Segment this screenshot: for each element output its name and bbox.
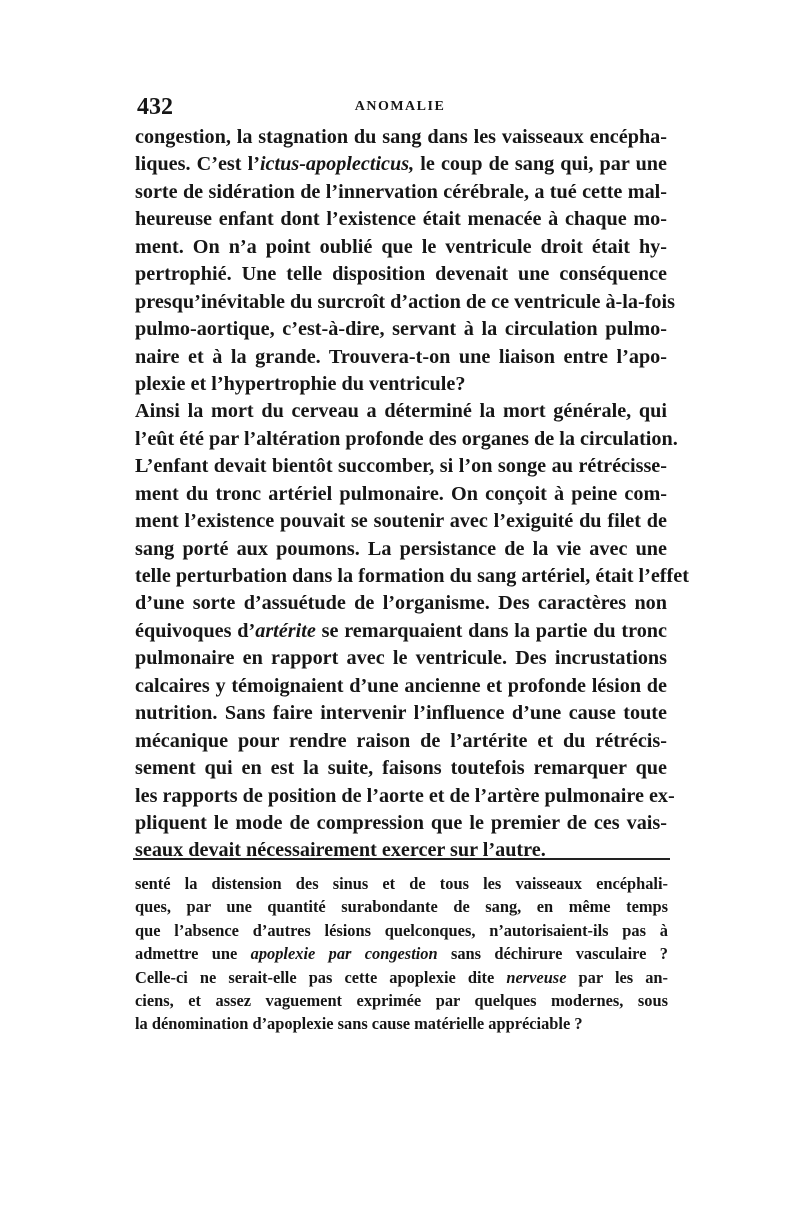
text-line (135, 289, 675, 316)
text-run: liques. C’est l’ (135, 153, 260, 176)
text-line (135, 234, 667, 261)
footnote-line (135, 1012, 668, 1035)
text-run: sorte de sidération de l’innervation cérébrale, a tué cette mal- (135, 180, 667, 203)
text-line (135, 810, 667, 837)
text-run: sans déchirure vasculaire ? (437, 944, 668, 964)
text-line (135, 536, 667, 563)
text-run: que l’absence d’autres lésions quelconques, n’autorisaient-ils pas à (135, 920, 668, 940)
text-run: congestion, la stagnation du sang dans les vaisseaux encépha- (135, 126, 667, 148)
text-run: heureuse enfant dont l’existence était menacée à chaque mo- (135, 208, 667, 231)
text-line (135, 481, 667, 508)
text-run: admettre une (135, 944, 251, 964)
text-run: par les an- (566, 967, 669, 987)
text-line (135, 151, 667, 178)
text-line (135, 453, 667, 480)
footnote-block (135, 872, 668, 1036)
text-line (135, 398, 667, 425)
text-run: presqu’inévitable du surcroît d’action de ce ventricule à-la-fois (135, 290, 675, 313)
text-run: ciens, et assez vaguement exprimée par quelques modernes, sous (135, 990, 668, 1010)
main-text-block (135, 124, 689, 865)
text-line (135, 645, 667, 672)
text-run: mécanique pour rendre raison de l’artérite et du rétrécis- (135, 729, 667, 752)
text-line (135, 837, 667, 864)
text-line (135, 124, 667, 151)
text-line (135, 508, 667, 535)
text-run: sang porté aux poumons. La persistance de la vie avec une (135, 537, 667, 560)
text-line (135, 700, 667, 727)
text-run: plexie et l’hypertrophie du ventricule? (135, 372, 466, 395)
running-head: ANOMALIE (354, 99, 446, 114)
text-line (135, 426, 678, 453)
text-line (135, 179, 667, 206)
footnote-line (135, 895, 668, 918)
text-run: seaux devait nécessairement exercer sur l’autre. (135, 839, 546, 862)
text-line (135, 563, 689, 590)
text-run: pulmo-aortique, c’est-à-dire, servant à la circulation pulmo- (135, 318, 667, 341)
text-run: ques, par une quantité surabondante de sang, en même temps (135, 897, 668, 917)
text-run: pertrophié. Une telle disposition devenait une conséquence (135, 263, 667, 286)
text-run: telle perturbation dans la formation du sang artériel, était l’effet (135, 565, 689, 587)
footnote-rule (133, 858, 670, 860)
text-line (135, 371, 667, 398)
text-line (135, 618, 667, 645)
text-line (135, 728, 667, 755)
text-run: ment du tronc artériel pulmonaire. On conçoit à peine com- (135, 482, 667, 505)
text-run: ment l’existence pouvait se soutenir avec l’exiguité du filet de (135, 510, 667, 533)
text-run: calcaires y témoignaient d’une ancienne et profonde lésion de (135, 674, 667, 697)
text-run: nutrition. Sans faire intervenir l’influence d’une cause toute (135, 702, 667, 725)
text-run: naire et à la grande. Trouvera-t-on une liaison entre l’apo- (135, 345, 667, 368)
italic-run: artérite (255, 619, 316, 642)
footnote-line (135, 942, 668, 965)
text-run: sement qui en est la suite, faisons toutefois remarquer que (135, 757, 667, 780)
text-line (135, 783, 675, 810)
text-run: Celle-ci ne serait-elle pas cette apoplexie dite (135, 967, 507, 987)
text-line (135, 316, 667, 343)
text-run: Ainsi la mort du cerveau a déterminé la mort générale, qui (135, 400, 667, 423)
text-run: la dénomination d’apoplexie sans cause matérielle appréciable ? (135, 1014, 583, 1034)
text-run: l’eût été par l’altération profonde des organes de la circulation. (135, 427, 678, 450)
italic-run: nerveuse (506, 967, 567, 987)
text-run: L’enfant devait bientôt succomber, si l’on songe au rétrécisse- (135, 455, 667, 478)
text-run: se remarquaient dans la partie du tronc (315, 619, 667, 642)
italic-run: apoplexie par congestion (250, 944, 438, 964)
footnote-line (135, 919, 668, 942)
text-line (135, 344, 667, 371)
text-run: senté la distension des sinus et de tous les vaisseaux encéphali- (135, 874, 668, 893)
text-line (135, 261, 667, 288)
text-run: les rapports de position de l’aorte et de l’artère pulmonaire ex- (135, 784, 675, 807)
italic-run: ictus-apoplecticus, (259, 153, 415, 176)
text-run: ment. On n’a point oublié que le ventricule droit était hy- (135, 235, 667, 258)
text-run: pliquent le mode de compression que le premier de ces vais- (135, 811, 667, 834)
footnote-line (135, 872, 668, 895)
footnote-line (135, 966, 668, 989)
text-line (135, 755, 667, 782)
text-run: équivoques d’ (135, 619, 256, 642)
page-number: 432 (137, 94, 173, 120)
text-run: le coup de sang qui, par une (414, 153, 667, 176)
footnote-line (135, 989, 668, 1012)
text-line (135, 206, 667, 233)
text-run: pulmonaire en rapport avec le ventricule. Des incrustations (135, 647, 667, 670)
text-line (135, 590, 667, 617)
text-run: d’une sorte d’assuétude de l’organisme. Des caractères non (135, 592, 667, 615)
text-line (135, 673, 667, 700)
